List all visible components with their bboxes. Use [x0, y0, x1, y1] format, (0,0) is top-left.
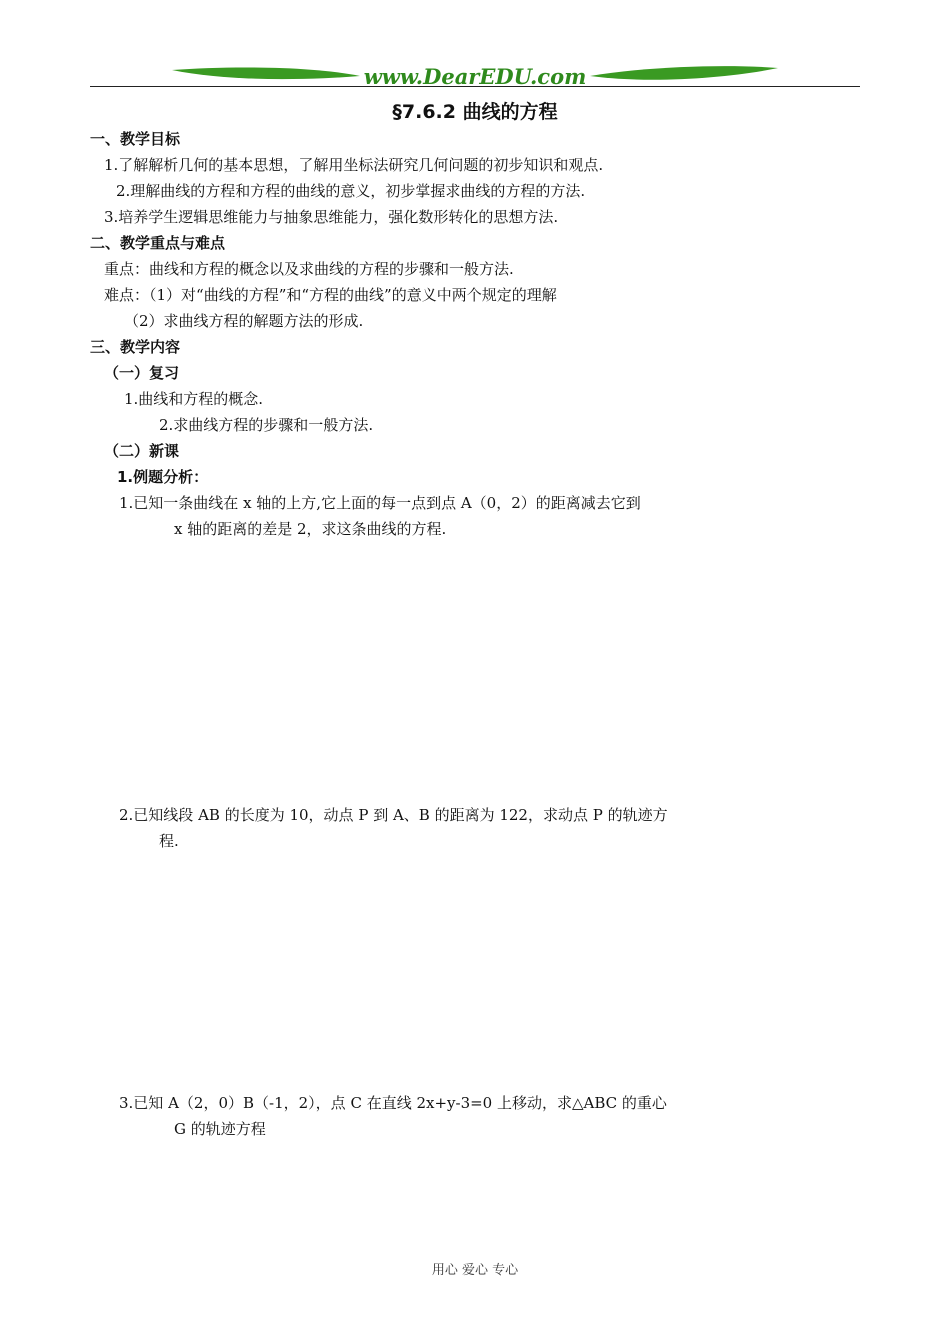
site-logo — [170, 60, 780, 94]
page-title: §7.6.2 曲线的方程 — [392, 101, 558, 123]
example-1-line-1: 1.已知一条曲线在 x 轴的上方,它上面的每一点到点 A（0，2）的距离减去它到 — [119, 494, 641, 512]
section-heading-objectives: 一、教学目标 — [90, 130, 181, 148]
section-heading-content: 三、教学内容 — [90, 338, 181, 356]
subheading-examples: 1.例题分析： — [117, 468, 209, 486]
review-item: 2.求曲线方程的步骤和一般方法. — [159, 416, 374, 434]
logo-text: www.DearEDU.com — [363, 64, 587, 89]
example-3-line-1: 3.已知 A（2，0）B（-1，2），点 C 在直线 2x+y-3=0 上移动，求△ABC 的重心 — [119, 1094, 667, 1112]
subheading-new-lesson: （二）新课 — [104, 442, 180, 460]
difficulty-text-1: 难点：（1）对“曲线的方程”和“方程的曲线”的意义中两个规定的理解 — [104, 286, 557, 304]
example-3-line-2: G 的轨迹方程 — [174, 1120, 266, 1138]
difficulty-text-2: （2）求曲线方程的解题方法的形成. — [124, 312, 364, 330]
objective-item: 3.培养学生逻辑思维能力与抽象思维能力，强化数形转化的思想方法. — [104, 208, 559, 226]
logo-right-swoosh — [590, 66, 778, 80]
objective-item: 1.了解解析几何的基本思想，了解用坐标法研究几何问题的初步知识和观点. — [104, 156, 604, 174]
review-item: 1.曲线和方程的概念. — [124, 390, 264, 408]
logo-left-swoosh — [172, 68, 360, 80]
key-point-text: 重点：曲线和方程的概念以及求曲线的方程的步骤和一般方法. — [104, 260, 514, 278]
footer-text: 用心 爱心 专心 — [431, 1263, 519, 1278]
example-1-line-2: x 轴的距离的差是 2，求这条曲线的方程. — [174, 520, 447, 538]
example-2-line-2: 程. — [159, 832, 179, 850]
section-heading-key-points: 二、教学重点与难点 — [90, 234, 226, 252]
objective-item: 2.理解曲线的方程和方程的曲线的意义，初步掌握求曲线的方程的方法. — [116, 182, 586, 200]
example-2-line-1: 2.已知线段 AB 的长度为 10，动点 P 到 A、B 的距离为 122，求动点 P 的轨迹方 — [119, 806, 668, 824]
subheading-review: （一）复习 — [104, 364, 180, 382]
